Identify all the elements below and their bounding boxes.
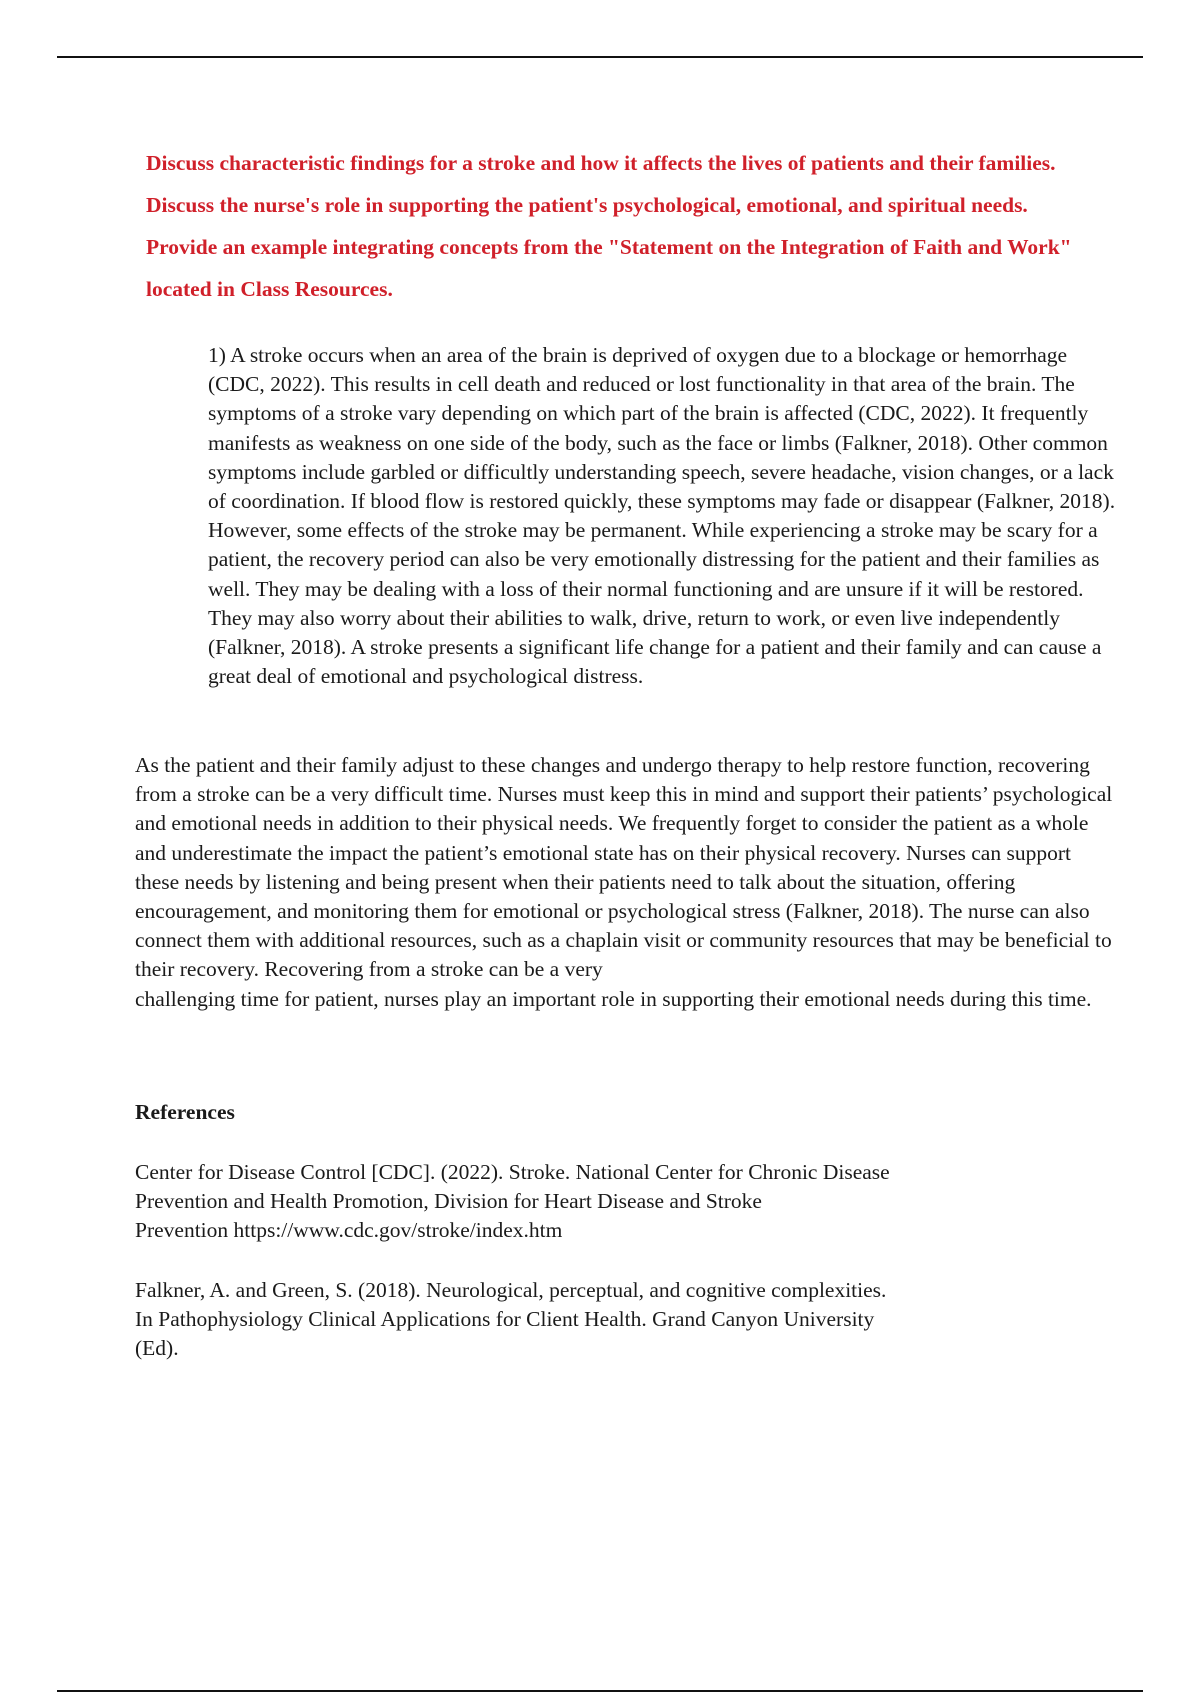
- references-heading: References: [135, 1100, 235, 1124]
- reference-falkner-line-3: (Ed).: [135, 1336, 179, 1361]
- body-paragraph-1: 1) A stroke occurs when an area of the brain is deprived of oxygen due to a blockage or hemorrhage (CDC, 2022). This results in cell death and reduced or lost functionality in that area of the brain. The symptoms of a stroke vary depending on which part of the brain is affected (CDC, 2022). It frequently manifests as weakness on one side of the body, such as the face or limbs (Falkner, 2018). Other common symptoms include garbled or difficultly understanding speech, severe headache, vision changes, or a lack of coordination. If blood flow is restored quickly, these symptoms may fade or disappear (Falkner, 2018). However, some effects of the stroke may be permanent. While experiencing a stroke may be scary for a patient, the recovery period can also be very emotionally distressing for the patient and their families as well. They may be dealing with a loss of their normal functioning and are unsure if it will be restored. They may also worry about their abilities to walk, drive, return to work, or even live independently (Falkner, 2018). A stroke presents a significant life change for a patient and their family and can cause a great deal of emotional and psychological distress.: [208, 343, 1116, 689]
- top-rule: [57, 56, 1143, 58]
- body-paragraph-2-part-a: As the patient and their family adjust to these changes and undergo therapy to help restore function, recovering from a stroke can be a very difficult time. Nurses must keep this in mind and support their patients’ psychological and emotional needs in addition to their physical needs. We frequently forget to consider the patient as a whole and underestimate the impact the patient’s emotional state has on their physical recovery. Nurses can support these needs by listening and being present when their patients need to talk about the situation, offering encouragement, and monitoring them for emotional or psychological stress (Falkner, 2018). The nurse can also connect them with additional resources, such as a chaplain visit or community resources that may be beneficial to their recovery. Recovering from a stroke can be a very: [135, 753, 1113, 982]
- reference-falkner-line-1: Falkner, A. and Green, S. (2018). Neurological, perceptual, and cognitive complexities.: [135, 1278, 887, 1302]
- bottom-rule: [57, 1690, 1143, 1692]
- reference-falkner-line-2: In Pathophysiology Clinical Applications for Client Health. Grand Canyon University: [135, 1307, 875, 1332]
- reference-cdc-line-3: Prevention https://www.cdc.gov/stroke/index.htm: [135, 1218, 563, 1243]
- reference-cdc: [135, 1158, 995, 1246]
- body-paragraph-2-part-b: challenging time for patient, nurses play an important role in supporting their emotional needs during this time.: [135, 986, 1092, 1011]
- assignment-prompt: Discuss characteristic findings for a stroke and how it affects the lives of patients and their families. Discuss the nurse's role in supporting the patient's psychological, emotional, and spiritual needs. Provide an example integrating concepts from the "Statement on the Integration of Faith and Work" located in Class Resources.: [146, 151, 1072, 301]
- body-paragraph-2: [135, 751, 1115, 1014]
- reference-cdc-line-2: Prevention and Health Promotion, Division for Heart Disease and Stroke: [135, 1189, 762, 1214]
- reference-falkner: [135, 1276, 995, 1364]
- reference-cdc-line-1: Center for Disease Control [CDC]. (2022). Stroke. National Center for Chronic Disease: [135, 1160, 890, 1184]
